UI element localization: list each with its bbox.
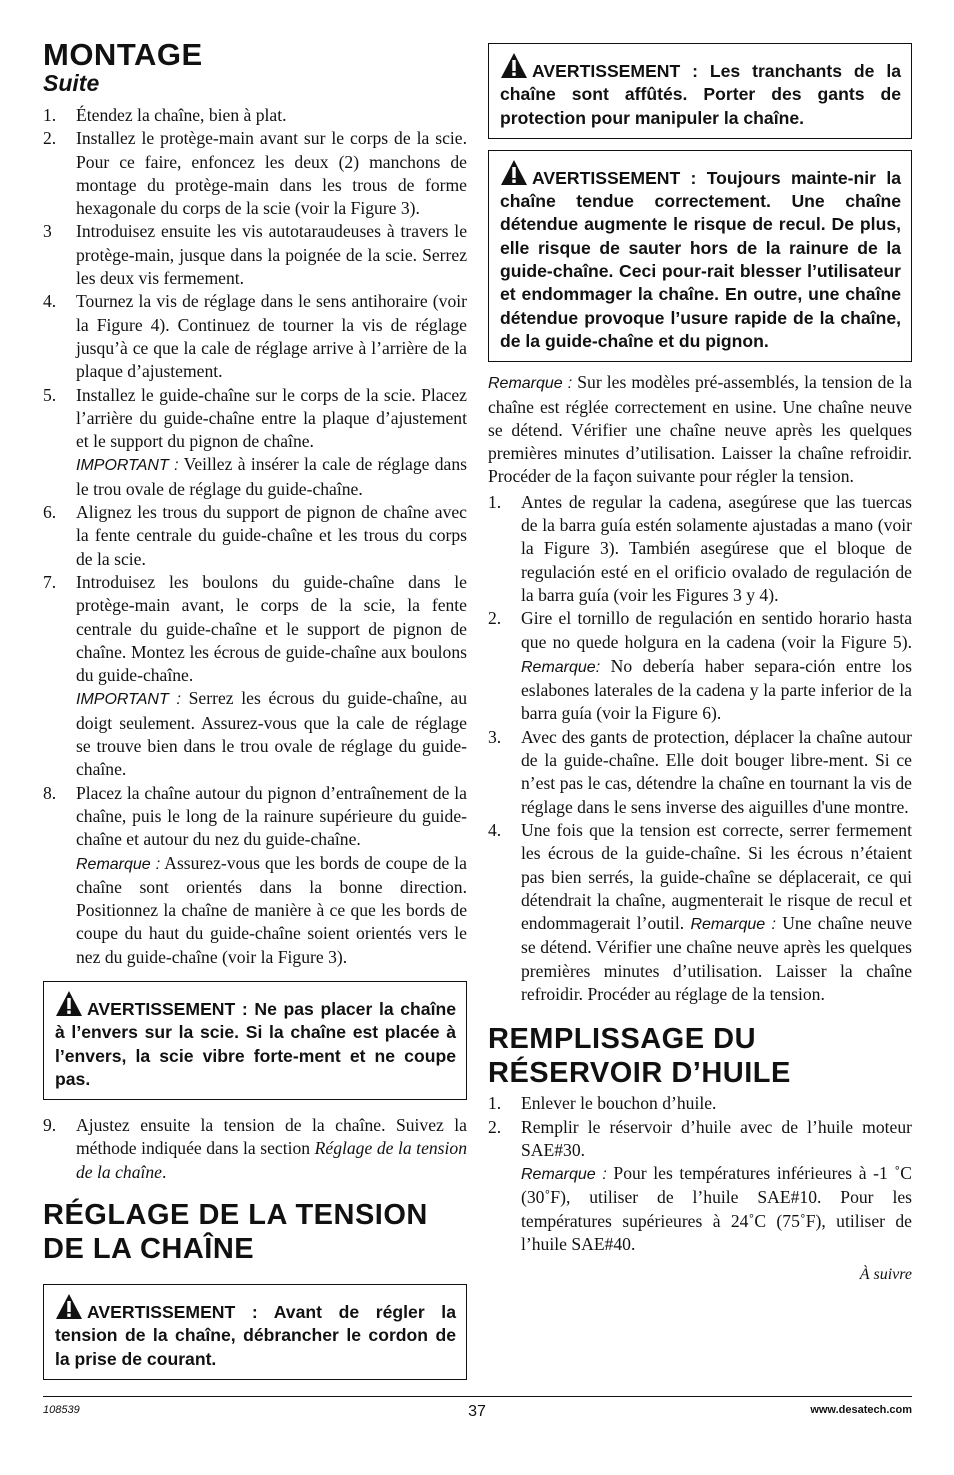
warning-text: AVERTISSEMENT : Ne pas placer la chaîne à l’envers sur la scie. Si la chaîne est placée à l’envers, la scie vibre forte-ment et ne coupe pas. <box>55 998 456 1089</box>
section-title-montage: MONTAGE <box>43 37 203 72</box>
step-number: 2. <box>488 608 502 629</box>
note-label: IMPORTANT : <box>76 457 179 475</box>
list-item <box>488 491 912 607</box>
warning-icon <box>55 1293 83 1320</box>
warning-box <box>488 43 912 139</box>
step-number: 1. <box>43 105 57 125</box>
continued-label: À suivre <box>859 1266 912 1284</box>
list-item <box>43 104 467 127</box>
step-text: Placez la chaîne autour du pignon d’entraînement de la chaîne, puis le long de la rainure supérieure du guide-chaîne et autour du nez du guide-chaîne. <box>76 782 467 850</box>
list-item <box>43 501 467 571</box>
list-item <box>43 782 467 969</box>
step-text: Introduisez les boulons du guide-chaîne dans le protège-main avant, le corps de la scie, la fente centrale du guide-chaîne et le support de pignon de chaîne. Montez les écrous de guide-chaîne aux boulons du guide-chaîne. <box>76 571 467 686</box>
step-text: Installez le guide-chaîne sur le corps de la scie. Placez l’arrière du guide-chaîne entre la plaque d’ajustement et le support du pignon de chaîne. <box>76 384 467 452</box>
footer-divider <box>43 1396 912 1397</box>
step-number: 8. <box>43 782 57 803</box>
note-text: No debería haber separa-ción entre los eslabones laterales de la cadena y la parte inferior de la barra guía (voir la Figure 6). <box>521 655 912 724</box>
note-label: Remarque : <box>521 1166 607 1184</box>
step-text: Une fois que la tension est correcte, serrer fermement les écrous de la guide-chaîne. Si les écrous n’étaient pas bien serrés, la guide-chaîne se déplacerait, ce qui détendrait la chaîne, augmenterait le risque de recul et endommagerait l’outil. <box>521 819 912 934</box>
list-item <box>488 819 912 1006</box>
tension-remark <box>488 371 912 488</box>
step-text: Antes de regular la cadena, asegúrese que las tuercas de la barra guía estén solamente ajustadas a mano (voir la Figure 3). También asegúrese que el bloque de regulación esté en el orificio ovalado de regulación de la barra guía (voir les Figures 3 y 4). <box>521 491 912 605</box>
note-text: Serrez les écrous du guide-chaîne, au doigt seulement. Assurez-vous que la cale de réglage se trouve bien dans le trou ovale de réglage du guide-chaîne. <box>76 688 467 780</box>
step-number: 4. <box>43 291 57 312</box>
remark-label: Remarque : <box>488 375 573 393</box>
note-label: Remarque: <box>521 658 601 676</box>
step-text: Gire el tornillo de regulación en sentido horario hasta que no quede holgura en la cadena (voir la Figure 5). <box>521 608 912 652</box>
warning-icon <box>500 159 528 186</box>
list-item <box>43 290 467 383</box>
step-number: 6. <box>43 502 57 523</box>
step-text: Ajustez ensuite la tension de la chaîne. Suivez la méthode indiquée dans la section <box>76 1115 467 1159</box>
step-text: Enlever le bouchon d’huile. <box>521 1093 717 1114</box>
section-subtitle-suite: Suite <box>43 70 100 96</box>
warning-box <box>43 1284 467 1380</box>
note-text: Veillez à insérer la cale de réglage dans le trou ovale de réglage du guide-chaîne. <box>76 454 467 499</box>
note-text: Assurez-vous que les bords de coupe de la chaîne sont orientés dans la bonne direction. Positionnez la chaîne de manière à ce que les bords de coupe du haut du guide-chaîne soient orientés vers le nez du guide-chaîne (voir la Figure 3). <box>76 852 467 967</box>
left-column <box>43 37 468 1380</box>
step-text: Alignez les trous du support de pignon de chaîne avec la fente centrale du guide-chaîne et les trous du corps de la scie. <box>76 502 467 569</box>
step-number: 1. <box>488 491 502 512</box>
note-label: Remarque : <box>76 855 161 873</box>
step-text: Remplir le réservoir d’huile avec de l’huile moteur SAE#30. <box>521 1116 912 1160</box>
warning-box <box>488 150 912 362</box>
list-item <box>488 1116 912 1257</box>
step-text: Tournez la vis de réglage dans le sens antihoraire (voir la Figure 4). Continuez de tourner la vis de réglage jusqu’à ce que la cale de réglage arrive à l’arrière de la plaque d’ajustement. <box>76 291 467 382</box>
note-label: Remarque : <box>684 916 776 934</box>
warning-icon <box>55 990 83 1017</box>
step-number: 3. <box>488 726 502 747</box>
step-number: 2. <box>43 128 57 149</box>
step-number: 9. <box>43 1115 57 1136</box>
list-item <box>488 607 912 725</box>
step-number: 5. <box>43 384 57 405</box>
note-text: Pour les températures inférieures à -1 ˚C (30˚F), utiliser de l’huile SAE#10. Pour les températures supérieures à 24˚C (75˚F), utiliser de l’huile SAE#40. <box>521 1163 912 1255</box>
step-end: . <box>161 1161 167 1182</box>
section-title-chain-tension: RÉGLAGE DE LA TENSION DE LA CHAÎNE <box>43 1199 428 1266</box>
list-item <box>488 1092 912 1115</box>
step-number: 1. <box>488 1093 502 1114</box>
step-number: 4. <box>488 819 502 840</box>
list-item <box>43 571 467 782</box>
section-reference: Réglage de la tension de la chaîne <box>76 1138 468 1182</box>
step-text: Étendez la chaîne, bien à plat. <box>76 105 287 125</box>
warning-text: AVERTISSEMENT : Les tranchants de la chaîne sont affûtés. Porter des gants de protection pour manipuler la chaîne. <box>500 61 901 128</box>
warning-icon <box>500 52 528 79</box>
oil-steps-list <box>488 1092 912 1256</box>
list-item <box>43 384 467 501</box>
list-item <box>43 1114 467 1184</box>
doc-number: 108539 <box>43 1404 80 1416</box>
step-text: Avec des gants de protection, déplacer la chaîne autour de la guide-chaîne. Elle doit bouger libre-ment. Si ce n’est pas le cas, détendre la chaîne en tournant la vis de réglage dans le sens inverse des aiguilles d'une montre. <box>521 726 912 817</box>
website-url: www.desatech.com <box>810 1404 912 1416</box>
list-item <box>43 127 467 220</box>
section-title-oil-reservoir: REMPLISSAGE DU RÉSERVOIR D’HUILE <box>488 1023 791 1090</box>
note-label: IMPORTANT : <box>76 691 181 709</box>
warning-text: AVERTISSEMENT : Avant de régler la tension de la chaîne, débrancher le cordon de la prise de courant. <box>55 1302 456 1369</box>
step-number: 2. <box>488 1116 502 1137</box>
montage-steps-list <box>43 104 467 969</box>
remark-text: Sur les modèles pré-assemblés, la tension de la chaîne est réglée correctement en usine. Une chaîne neuve se détend. Vérifier une chaîne neuve après les quelques premières minutes d’utilisation. Laisser la chaîne refroidir. Procéder de la façon suivante pour régler la tension. <box>488 372 913 487</box>
page-number: 37 <box>468 1403 486 1420</box>
step-number: 7. <box>43 571 57 592</box>
tension-steps-list <box>488 491 912 1007</box>
step-text: Introduisez ensuite les vis autotaraudeuses à travers le protège-main, jusque dans la poignée de la scie. Serrez les deux vis fermement. <box>76 221 467 289</box>
list-item <box>43 220 467 290</box>
right-column <box>488 43 912 1284</box>
step-number: 3 <box>43 221 52 242</box>
note-text: Une chaîne neuve se détend. Vérifier une chaîne neuve après les quelques premières minutes d’utilisation. Laisser la chaîne refroidir. Procéder au réglage de la tension. <box>521 913 913 1004</box>
warning-text: AVERTISSEMENT : Toujours mainte-nir la chaîne tendue correctement. Une chaîne détendue augmente le risque de recul. De plus, elle risque de sauter hors de la rainure de la guide-chaîne. Ceci pour-rait blesser l’utilisateur et endommager la chaîne. En outre, une chaîne détendue provoque l’usure rapide de la chaîne, de la guide-chaîne et du pignon. <box>500 167 901 351</box>
list-item <box>488 726 912 819</box>
step-text: Installez le protège-main avant sur le corps de la scie. Pour ce faire, enfoncez les deux (2) manchons de montage du protège-main dans les trous de forme hexagonale du corps de la scie (voir la Figure 3). <box>76 128 467 219</box>
warning-box <box>43 981 467 1100</box>
